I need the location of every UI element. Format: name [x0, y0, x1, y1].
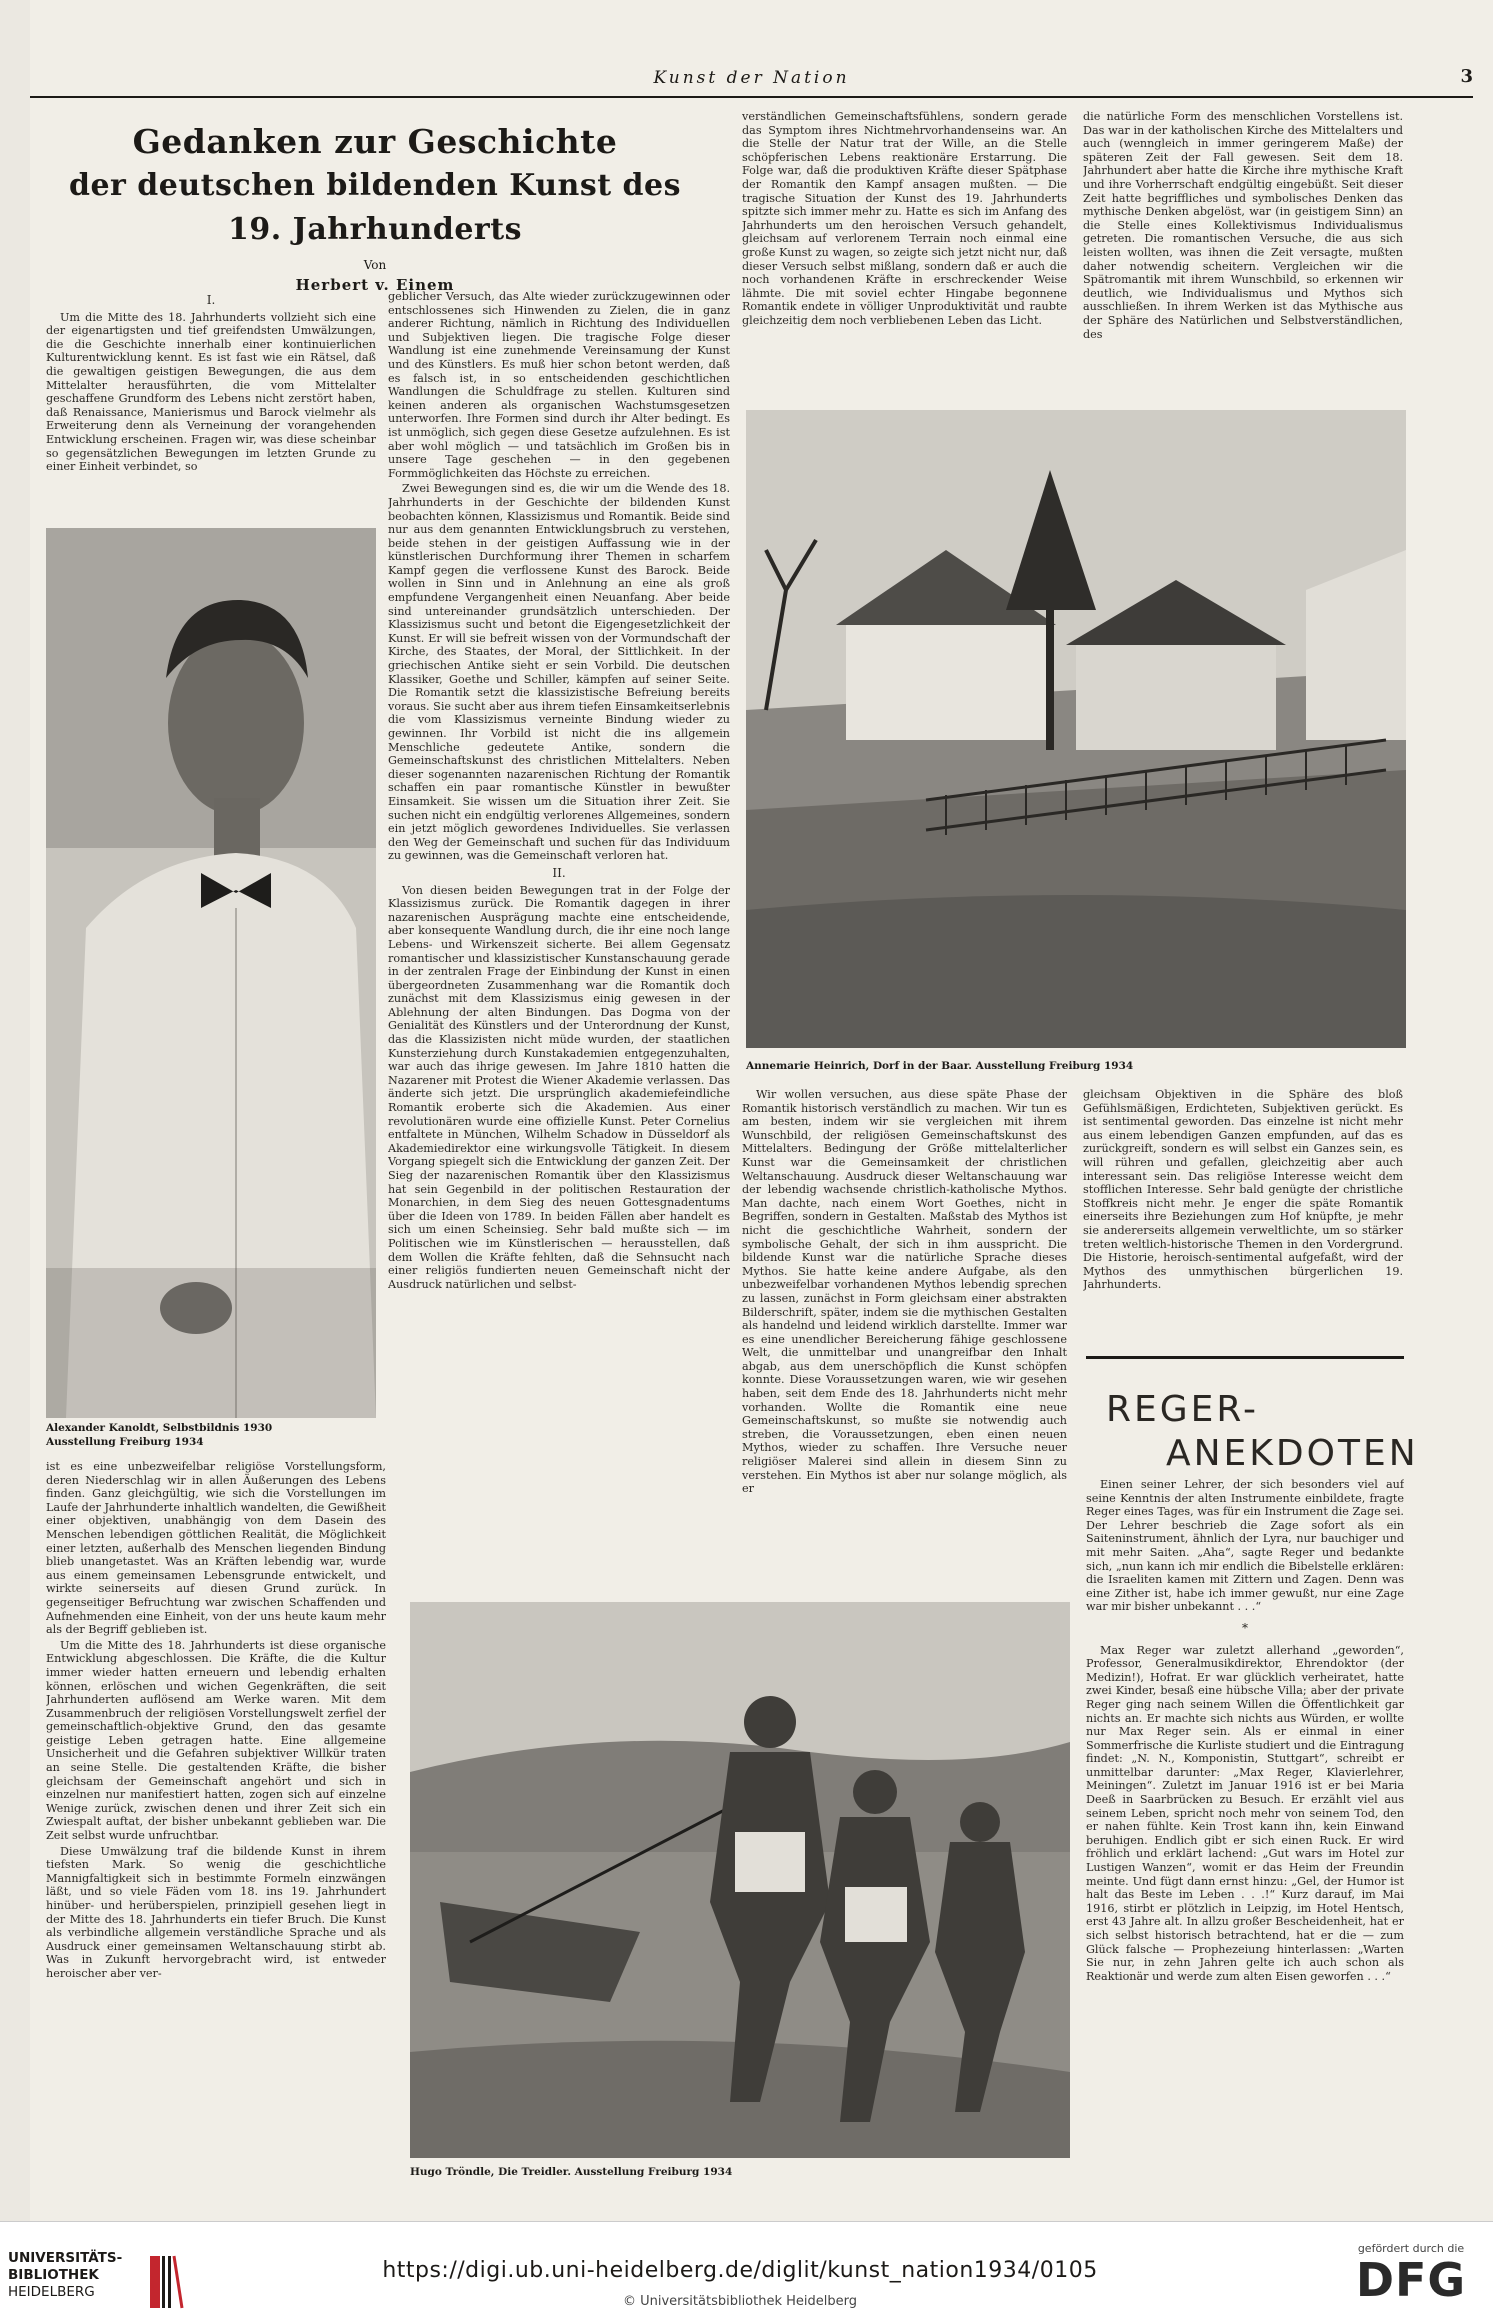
section-ii-heading: II. — [552, 865, 566, 880]
anecdote-separator: * — [1242, 1620, 1248, 1635]
paragraph: Zwei Bewegungen sind es, die wir um die Wende des 18. Jahrhunderts in der Geschichte der bildenden Kunst beobachten können, Klassizismus und Romantik. Beide sind nur aus dem genannten Entwicklungsbruch zu verstehen, beide stehen in der geistigen Auffassung wie in der künstlerischen Durchformung ihrer Themen in scharfem Kampf gegen die verflossene Kunst des Barock. Beide wollen in Sinn und in Anlehnung an eine als groß empfundene Vergangenheit einen Neuanfang. Aber beide sind untereinander grundsätzlich unterschieden. Der Klassizismus sucht und betont die Eigengesetzlichkeit der Kunst. Er will sie befreit wissen von der Vormundschaft der Kirche, des Staates, der Moral, der Sittlichkeit. In der griechischen Antike sieht er sein Vorbild. Die deutschen Klassiker, Goethe und Schiller, kämpfen auf seiner Seite. Die Romantik setzt die klassizistische Befreiung bereits voraus. Sie sucht aber aus ihrem tiefen Einsamkeitserlebnis die vom Klassizismus verneinte Bindung wieder zu gewinnen. Ihr Vorbild ist nicht die ins allgemein Menschliche gedeutete Antike, sondern die Gemeinschaftskunst des christlichen Mittelalters. Neben dieser sogenannten nazarenischen Richtung der Romantik schaffen ein paar romantische Künstler in bewußter Einsamkeit. Sie wissen um die Situation ihrer Zeit. Sie suchen nicht ein endgültig verlorenes Allgemeines, sondern ein jetzt möglich gewordenes Individuelles. Sie verlassen den Weg der Gemeinschaft und suchen für das Individuum zu gewinnen, was die Gemeinschaft verloren hat. — [388, 482, 730, 863]
paragraph: geblicher Versuch, das Alte wieder zurückzugewinnen oder entschlossenes sich Hinwenden zu Zielen, die in ganz anderer Richtung, nämlich in Richtung des Individuellen und Subjektiven liegen. Die tragische Folge dieser Wandlung ist eine zunehmende Vereinsamung der Kunst und des Künstlers. Es muß hier schon betont werden, daß es falsch ist, in so entscheidenden geschichtlichen Wandlungen die Schuldfrage zu stellen. Kulturen sind keinen anderen als organischen Wachstumsgesetzen unterworfen. Ihre Formen sind durch ihr Alter bedingt. Es ist unmöglich, sich gegen diese Gesetze aufzulehnen. Es ist aber wohl möglich — und tatsächlich im Großen bis in unsere Tage geschehen — in den gegebenen Formmöglichkeiten das Höchste zu erreichen. — [388, 290, 730, 480]
article-headline — [40, 120, 710, 294]
portrait-caption-2: Ausstellung Freiburg 1934 — [46, 1436, 204, 1448]
library-emblem-icon — [148, 2254, 184, 2310]
reger-column — [1086, 1478, 1404, 2168]
paragraph: die natürliche Form des menschlichen Vorstellens ist. Das war in der katholischen Kirche des Mittelalters und auch (wenngleich in immer geringerem Maße) der späteren Zeit der Fall gewesen. Seit dem 18. Jahrhundert aber hatte die Kirche ihre mythische Kraft und ihre Vorherrschaft endgültig eingebüßt. Seit dieser Zeit hatte begriffliches und symbolisches Denken das mythische Denken abgelöst, war (in geistigem Sinn) an die Stelle eines Kollektivismus Individualismus getreten. Die romantischen Versuche, die aus sich leisten wollten, was ihnen die Zeit versagte, mußten daher notwendig scheitern. Vergleichen wir die Spätromantik mit ihrem Wunschbild, so erkennen wir deutlich, wie Individualismus und Mythos sich ausschließen. In ihrem Werken ist das Mythische aus der Sphäre des Natürlichen und Selbstverständlichen, des — [1083, 110, 1403, 341]
funded-by-label: gefördert durch die — [1357, 2242, 1465, 2255]
paragraph: Von diesen beiden Bewegungen trat in der Folge der Klassizismus zurück. Die Romantik dagegen in ihrer nazarenischen Ausprägung machte eine entscheidende, aber konsequente Wandlung durch, die ihr eine noch lange Lebens- und Wirkenszeit sicherte. Bei allem Gegensatz romantischer und klassizistischer Kunstanschauung gerade in der zentralen Frage der Einbindung der Kunst in einen übergeordneten Zusammenhang war die Romantik doch zunächst mit dem Klassizismus einig gewesen in der Ablehnung der alten Bindungen. Das Dogma von der Genialität des Künstlers und der Unterordnung der Kunst, das die Klassizisten nicht müde wurden, der staatlichen Kunsterziehung durch Kunstakademien entgegenzuhalten, war auch das ihrige gewesen. Im Jahre 1810 hatten die Nazarener mit Protest die Wiener Akademie verlassen. Das änderte sich jetzt. Die ursprünglich akademiefeindliche Romantik eroberte sich die Akademien. Aus einer revolutionären wurde eine offizielle Kunst. Peter Cornelius entfaltete in München, Wilhelm Schadow in Düsseldorf als Akademiedirektor eine wirkungsvolle Tätigkeit. In diesem Vorgang spiegelt sich die Entwicklung der ganzen Zeit. Der Sieg der nazarenischen Romantik über den Klassizismus hat sein Gegenbild in der politischen Restauration der Monarchien, in dem Sieg des neuen Gottesgnadentums über die Ideen von 1789. In beiden Fällen aber handelt es sich um einen Scheinsieg. Sehr bald mußte sich — im Politischen wie im Künstlerischen — herausstellen, daß dem Wollen die Kräfte fehlten, daß die Sehnsucht nach einer religiös fundierten neuen Gemeinschaft nicht der Ausdruck natürlichen und selbst- — [388, 883, 730, 1291]
paragraph: Um die Mitte des 18. Jahrhunderts vollzieht sich eine der eigenartigsten und tief greifendsten Umwälzungen, die die Geschichte innerhalb einer kontinuierlichen Kulturentwicklung kennt. Es ist fast wie ein Rätsel, daß die gewaltigen geistigen Bewegungen, die aus dem Mittelalter herausführten, die vom Mittelalter geschaffene Grundform des Lebens nicht zerstört haben, daß Renaissance, Manierismus und Barock vielmehr als Erweiterung denn als Verneinung der vorangehenden Entwicklung erscheinen. Fragen wir, was diese scheinbar so gegensätzlichen Bewegungen im letzten Grunde zu einer Einheit verbindet, so — [46, 310, 376, 474]
column-1-bottom — [46, 1460, 386, 2160]
village-painting — [746, 410, 1406, 1048]
title-line-2: der deutschen bildenden Kunst des 19. Jahrhunderts — [68, 168, 681, 247]
byline-author: Herbert v. Einem — [295, 276, 455, 294]
dfg-wordmark: DFG — [1355, 2253, 1467, 2307]
portrait-caption-1: Alexander Kanoldt, Selbstbildnis 1930 — [46, 1422, 273, 1434]
library-logo[interactable] — [8, 2250, 168, 2316]
section-i-heading: I. — [206, 293, 216, 307]
reger-title-line-1: REGER- — [1106, 1389, 1259, 1430]
towers-caption: Hugo Tröndle, Die Treidler. Ausstellung Freiburg 1934 — [410, 2166, 733, 2178]
library-name — [8, 2250, 122, 2301]
reger-title — [1106, 1388, 1426, 1476]
library-name-line-3: HEIDELBERG — [8, 2284, 95, 2300]
dfg-logo[interactable] — [1341, 2242, 1481, 2305]
column-3-top — [742, 110, 1067, 395]
column-4-top — [1083, 110, 1403, 395]
source-url-link[interactable]: https://digi.ub.uni-heidelberg.de/diglit/kunst_nation1934/0105 — [382, 2258, 1098, 2283]
running-title: Kunst der Nation — [653, 68, 850, 88]
library-name-line-1: UNIVERSITÄTS- — [8, 2250, 123, 2266]
reger-title-line-2: ANEKDOTEN — [1166, 1433, 1419, 1474]
running-head — [30, 60, 1473, 98]
column-2 — [388, 290, 730, 1590]
section-rule — [1086, 1356, 1404, 1359]
paragraph: ist es eine unbezweifelbar religiöse Vorstellungsform, deren Niederschlag wir in allen Äußerungen des Lebens finden. Ganz gleichgültig, wie sich die Vorstellungen im Laufe der Jahrhunderte inhaltlich wandelten, die Gewißheit einer objektiven, unabhängig von dem Dasein des Menschen lebendigen göttlichen Realität, die Möglichkeit einer letzten, außerhalb des Menschen liegenden Bindung blieb unangetastet. Was an Kräften lebendig war, wurde aus einem gemeinsamen Lebensgrunde entwickelt, und wirkte seinerseits auf diesen Grund zurück. In gegenseitiger Befruchtung war zwischen Schaffenden und Aufnehmenden eine Einheit, von der uns heute kaum mehr als der Begriff geblieben ist. — [46, 1460, 386, 1637]
portrait-photo — [46, 528, 376, 1418]
paragraph: gleichsam Objektiven in die Sphäre des bloß Gefühlsmäßigen, Erdichteten, Subjektiven gerückt. Es ist sentimental geworden. Das einzelne ist nicht mehr aus einem lebendigen Ganzen empfunden, auf das es zurückgreift, sondern es will selbst ein Ganzes sein, es will rühren und gefallen, gleichzeitig aber auch interessant sein. Das religiöse Interesse weicht dem stofflichen Interesse. Sehr bald genügte der christliche Stoffkreis nicht mehr. Je enger die späte Romantik einerseits ihre Beziehungen zum Hof knüpfte, je mehr sie andererseits allgemein verweltlichte, um so stärker treten weltlich-historische Themen in den Vordergrund. Die Historie, heroisch-sentimental aufgefaßt, wird der Mythos des unmythischen bürgerlichen 19. Jahrhunderts. — [1083, 1088, 1403, 1292]
paragraph: Wir wollen versuchen, aus diese späte Phase der Romantik historisch verständlich zu machen. Wir tun es am besten, indem wir sie vergleichen mit ihrem Wunschbild, der religiösen Gemeinschaftskunst des Mittelalters. Bedingung der Größe mittelalterlicher Kunst war die Gemeinsamkeit der christlichen Weltanschauung. Ausdruck dieser Weltanschauung war der lebendig wachsende christlich-katholische Mythos. Man dachte, nach einem Wort Goethes, nicht in Begriffen, sondern in Gestalten. Maßstab des Mythos ist nicht die geschichtliche Wahrheit, sondern der symbolische Gehalt, der sich in ihm ausspricht. Die bildende Kunst war die natürliche Sprache dieses Mythos. Sie hatte keine andere Aufgabe, als den unbezweifelbar vorhandenen Mythos lebendig sprechen zu lassen, zunächst in Form gleichsam einer abstrakten Bilderschrift, später, indem sie die mythischen Gestalten als handelnd und leidend wirklich darstellte. Immer war es eine unendlicher Bereicherung fähige geschlossene Welt, die unmittelbar und unangreifbar den Inhalt abgab, aus dem unerschöpflich die Kunst schöpfen konnte. Diese Voraussetzungen waren, wie wir gesehen haben, seit dem Ende des 18. Jahrhunderts nicht mehr vorhanden. Wollte die Romantik eine neue Gemeinschaftskunst, so mußte sie notwendig auch streben, die Voraussetzungen, eben einen neuen Mythos, wieder zu schaffen. Ihre Versuche neuer religiöser Malerei sind allein in diesem Sinn zu verstehen. Ein Mythos ist aber nur solange möglich, als er — [742, 1088, 1067, 1496]
page-number: 3 — [1460, 66, 1473, 87]
column-3-middle — [742, 1088, 1067, 1588]
column-4-middle — [1083, 1088, 1403, 1308]
scan-edge — [0, 0, 30, 2221]
paragraph: Um die Mitte des 18. Jahrhunderts ist diese organische Entwicklung abgeschlossen. Die Kräfte, die die Kultur immer wieder hatten erneuern und lebendig erhalten können, erlöschen und wichen Gegenkräften, die seit Jahrhunderten auflösend am Werke waren. Mit dem Zusammenbruch der religiösen Vorstellungswelt zerfiel der gemeinschaftlich-objektive Grund, den das gesamte geistige Leben getragen hatte. Eine allgemeine Unsicherheit und die Gefahren subjektiver Willkür traten an seine Stelle. Die gestaltenden Kräfte, die bisher gleichsam der Gemeinschaft angehört und sich in einzelnen nur manifestiert hatten, zogen sich auf einzelne Wenige zurück, zwischen denen und ihrer Zeit sich ein Zwiespalt auftat, der bisher unbekannt geblieben war. Die Zeit selbst wurde unfruchtbar. — [46, 1638, 386, 1843]
village-caption: Annemarie Heinrich, Dorf in der Baar. Ausstellung Freiburg 1934 — [746, 1060, 1134, 1072]
anecdote-1: Einen seiner Lehrer, der sich besonders viel auf seine Kenntnis der alten Instrumente einbildete, fragte Reger eines Tages, was für ein Instrument die Zage sei. Der Lehrer beschrieb die Zage sofort als ein Saiteninstrument, ähnlich der Lyra, nur bauchiger und mit mehr Saiten. „Aha“, sagte Reger und bedankte sich, „nun kann ich mir endlich die Bibelstelle erklären: die Israeliten kamen mit Zittern und Zagen. Denn was eine Zither ist, habe ich immer gewußt, nur eine Zage war mir bisher unbekannt . . .“ — [1086, 1478, 1404, 1614]
paragraph: Diese Umwälzung traf die bildende Kunst in ihrem tiefsten Mark. So wenig die geschichtliche Mannigfaltigkeit sich in bestimmte Formeln einzwängen läßt, und so viele Fäden vom 18. ins 19. Jahrhundert hinüber- und herüberspielen, prinzipiell gesehen liegt in der Mitte des 18. Jahrhunderts ein tiefer Bruch. Die Kunst als verbindliche allgemein verständliche Sprache und als Ausdruck einer gemeinsamen Weltanschauung stirbt ab. Was in Zukunft hervorgebracht wird, ist entweder heroischer aber ver- — [46, 1844, 386, 1980]
title-line-1: Gedanken zur Geschichte — [132, 122, 618, 161]
byline-von: Von — [363, 258, 387, 272]
paragraph: verständlichen Gemeinschaftsfühlens, sondern gerade das Symptom ihres Nichtmehrvorhandenseins war. An die Stelle der Natur trat der Wille, an die Stelle schöpferischen Lebens reaktionäre Erstarrung. Die Folge war, daß die produktiven Kräfte dieser Spätphase der Romantik den Kampf ansagen mußten. — Die tragische Situation der Kunst des 19. Jahrhunderts spitzte sich immer mehr zu. Hatte es sich im Anfang des Jahrhunderts um den heroischen Versuch gehandelt, gleichsam auf verlorenem Terrain noch einmal eine große Kunst zu wagen, so zeigte sich jetzt nicht nur, daß dieser Versuch selbst mißlang, sondern daß er auch die noch vorhandenen Kräfte in erschreckender Weise lähmte. Die mit soviel echter Hingabe begonnene Romantik endete in völliger Unproduktivität und raubte gleichzeitig dem noch verbliebenen Leben das Licht. — [742, 110, 1067, 327]
viewer-footer — [0, 2221, 1493, 2322]
towers-painting — [410, 1602, 1070, 2158]
copyright-notice: © Universitätsbibliothek Heidelberg — [622, 2294, 857, 2309]
column-1-top — [46, 290, 376, 520]
library-name-line-2: BIBLIOTHEK — [8, 2267, 99, 2283]
anecdote-2: Max Reger war zuletzt allerhand „geworden“, Professor, Generalmusikdirektor, Ehrendoktor (der Medizin!), Hofrat. Er war glücklich verheiratet, hatte zwei Kinder, besaß eine hübsche Villa; aber der private Reger ging nach seinem Willen die Öffentlichkeit gar nichts an. Er machte sich nichts aus Würden, er wollte nur Max Reger sein. Als er einmal in einer Sommerfrische die Kurliste studiert und die Eintragung findet: „N. N., Komponistin, Stuttgart“, schreibt er unmittelbar darunter: „Max Reger, Klavierlehrer, Meiningen“. Zuletzt im Januar 1916 ist er bei Maria Deeß in Saarbrücken zu Besuch. Er erzählt viel aus seinem Leben, spricht noch mehr von seinem Tod, den er nahen fühlte. Kein Trost kann ihn, kein Einwand beruhigen. Endlich gibt er sich einen Ruck. Er wird fröhlich und erklärt lachend: „Gut wars im Hotel zur Lustigen Wanzen“, womit er das Heim der Freundin meinte. Und fügt dann ernst hinzu: „Gel, der Humor ist halt das Beste im Leben . . .!“ Kurz darauf, im Mai 1916, stirbt er plötzlich in Leipzig, im Hotel Hentsch, erst 43 Jahre alt. In allzu großer Bescheidenheit, hat er sich selbst historisch betrachtend, hat er die — zum Glück falsche — Prophezeiung hinterlassen: „Warten Sie nur, in zehn Jahren gelte ich auch schon als Reaktionär und werde zum alten Eisen geworfen . . .“ — [1086, 1643, 1404, 1983]
